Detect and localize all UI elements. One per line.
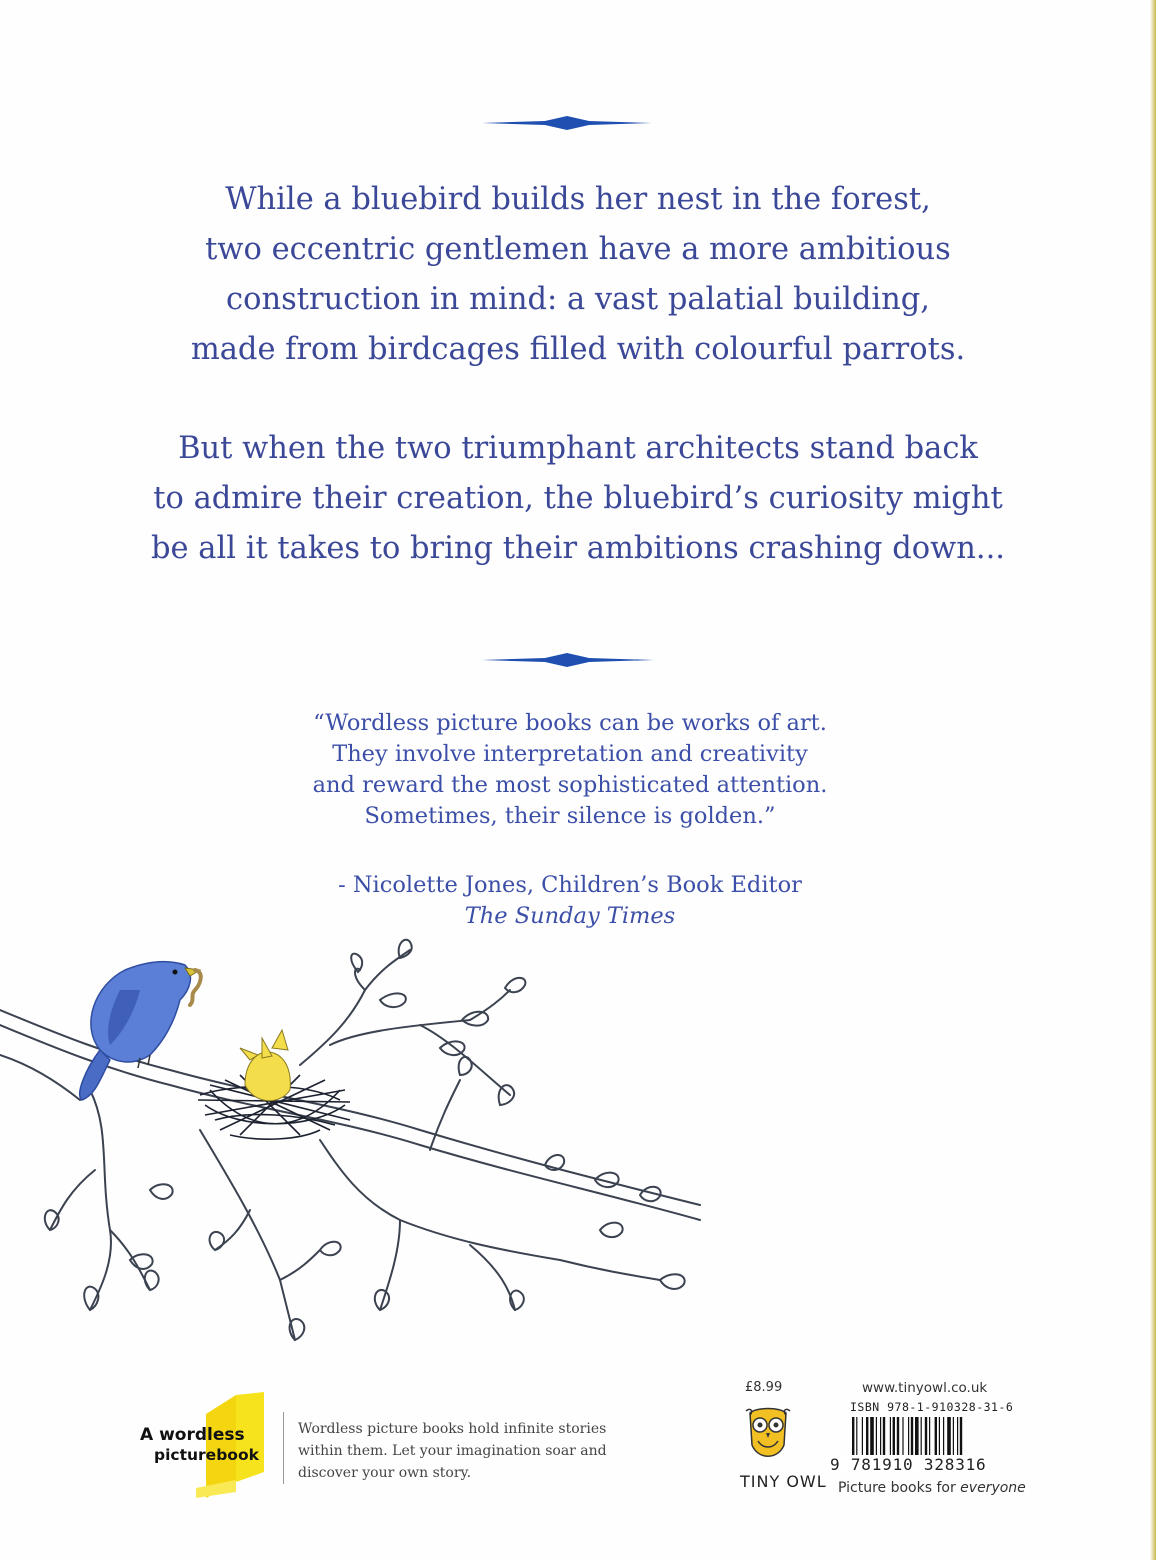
publisher-tagline: [838, 1480, 1026, 1496]
badge-text: [140, 1425, 259, 1465]
quote-line: and reward the most sophisticated attention.: [312, 772, 828, 798]
tagline-emphasis: everyone: [960, 1480, 1026, 1496]
blurb-line: But when the two triumphant architects stand back: [178, 431, 978, 466]
badge-book: book: [216, 1446, 259, 1464]
badge-divider: [283, 1412, 284, 1484]
blurb-line: to admire their creation, the bluebird’s curiosity might: [153, 481, 1003, 516]
ean-number: 9 781910 328316: [830, 1455, 987, 1474]
badge-picture: picture: [154, 1446, 217, 1464]
wordless-note: [298, 1418, 608, 1484]
note-line: within them. Let your imagination soar and: [298, 1443, 607, 1459]
attribution-name: - Nicolette Jones, Children’s Book Editor: [338, 872, 802, 898]
quote-line: “Wordless picture books can be works of art.: [313, 710, 827, 736]
note-line: discover your own story.: [298, 1465, 472, 1481]
blurb-line: made from birdcages filled with colourful parrots.: [190, 332, 966, 367]
blurb-line: two eccentric gentlemen have a more ambitious: [205, 232, 951, 267]
publisher-name: TINY OWL: [740, 1472, 827, 1491]
publisher-website[interactable]: www.tinyowl.co.uk: [862, 1380, 988, 1396]
note-line: Wordless picture books hold infinite stories: [298, 1421, 607, 1437]
price: £8.99: [745, 1380, 783, 1395]
review-quote: [0, 708, 1140, 832]
middle-ornament-divider: [0, 650, 1156, 670]
top-ornament-divider: [0, 113, 1156, 133]
blurb-paragraph-2: [0, 424, 1156, 574]
tiny-owl-logo-icon: [738, 1405, 798, 1465]
badge-word-b: less: [207, 1425, 245, 1445]
quote-line: They involve interpretation and creativity: [332, 741, 808, 767]
blurb-paragraph-1: [0, 175, 1156, 375]
bluebird-nest-illustration: [0, 930, 720, 1360]
blurb-line: While a bluebird builds her nest in the forest,: [225, 182, 931, 217]
badge-word-a: A word: [140, 1425, 208, 1445]
tagline-text: Picture books for: [838, 1480, 961, 1496]
isbn-text: ISBN 978-1-910328-31-6: [850, 1400, 1014, 1414]
attribution-publication: The Sunday Times: [464, 903, 676, 929]
blurb-line: be all it takes to bring their ambitions crashing down...: [151, 531, 1005, 566]
quote-attribution: [0, 870, 1140, 932]
quote-line: Sometimes, their silence is golden.”: [364, 803, 776, 829]
blurb-line: construction in mind: a vast palatial building,: [226, 282, 930, 317]
